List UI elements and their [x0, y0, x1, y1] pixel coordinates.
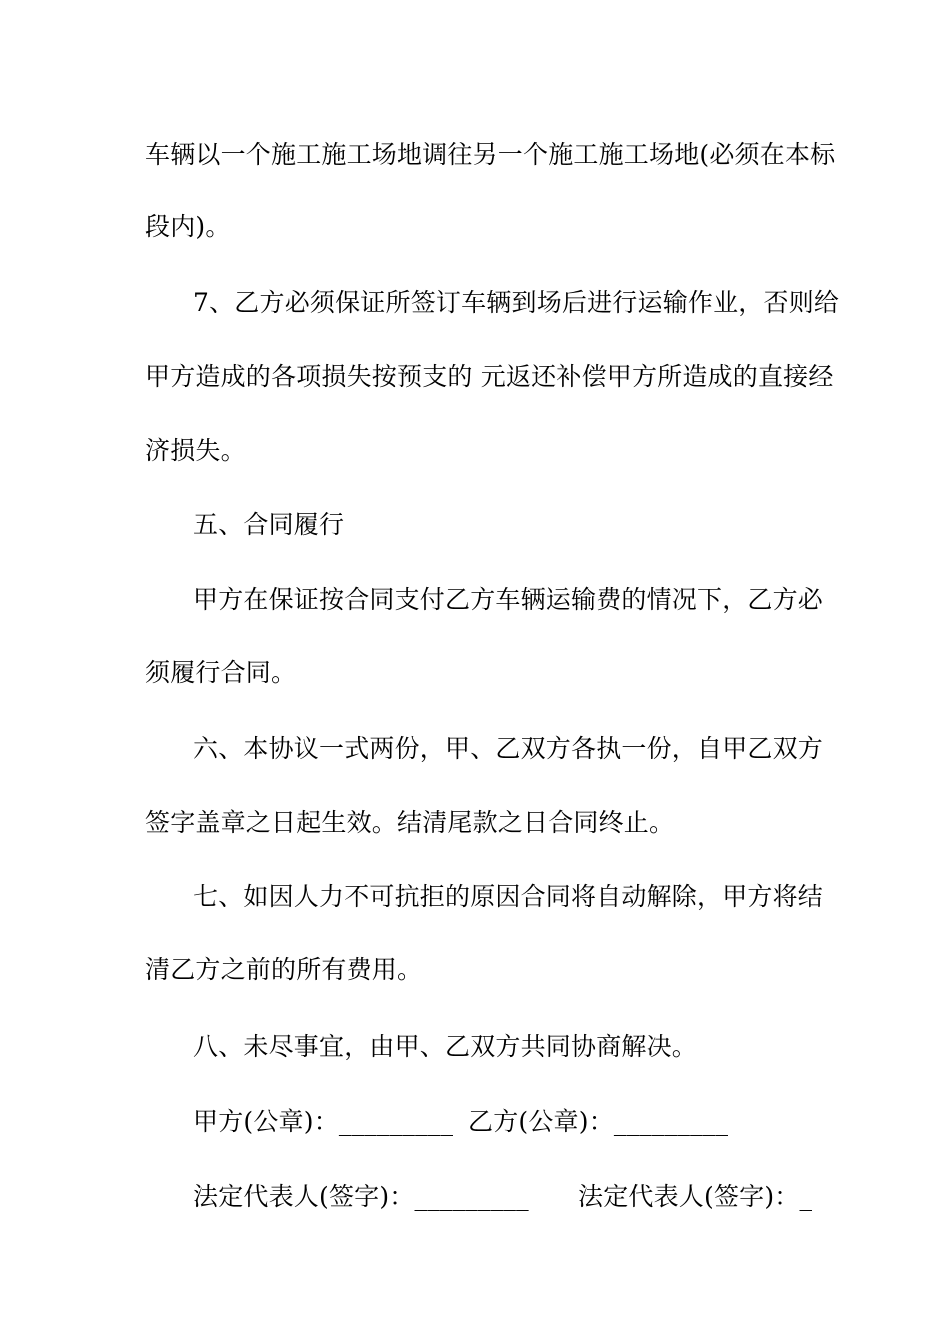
clause-7b-line: 清乙方之前的所有费用。 [145, 955, 423, 984]
clause-7b-line: 七、如因人力不可抗拒的原因合同将自动解除，甲方将结 [193, 882, 824, 911]
clause-7-line: 7、乙方必须保证所签订车辆到场后进行运输作业，否则给 [193, 288, 840, 317]
paragraph-line: 甲方在保证按合同支付乙方车辆运输费的情况下，乙方必 [193, 585, 824, 614]
party-b-seal-field: 乙方(公章)：_________ [468, 1107, 729, 1136]
clause-6-line: 六、本协议一式两份，甲、乙双方各执一份，自甲乙双方 [193, 734, 824, 763]
party-a-rep-field: 法定代表人(签字)：_________ [193, 1182, 529, 1211]
clause-6-line: 签字盖章之日起生效。结清尾款之日合同终止。 [145, 808, 675, 837]
clause-7-line: 甲方造成的各项损失按预支的 元返还补偿甲方所造成的直接经 [145, 362, 834, 391]
paragraph-line: 须履行合同。 [145, 658, 297, 687]
section-heading: 五、合同履行 [193, 510, 345, 539]
clause-8-line: 八、未尽事宜，由甲、乙双方共同协商解决。 [193, 1032, 698, 1061]
paragraph-line: 段内)。 [145, 212, 231, 241]
party-b-rep-field: 法定代表人(签字)：_ [578, 1182, 813, 1211]
paragraph-line: 车辆以一个施工施工场地调往另一个施工施工场地(必须在本标 [145, 140, 836, 169]
party-a-seal-field: 甲方(公章)：_________ [193, 1107, 454, 1136]
clause-7-line: 济损失。 [145, 436, 246, 465]
